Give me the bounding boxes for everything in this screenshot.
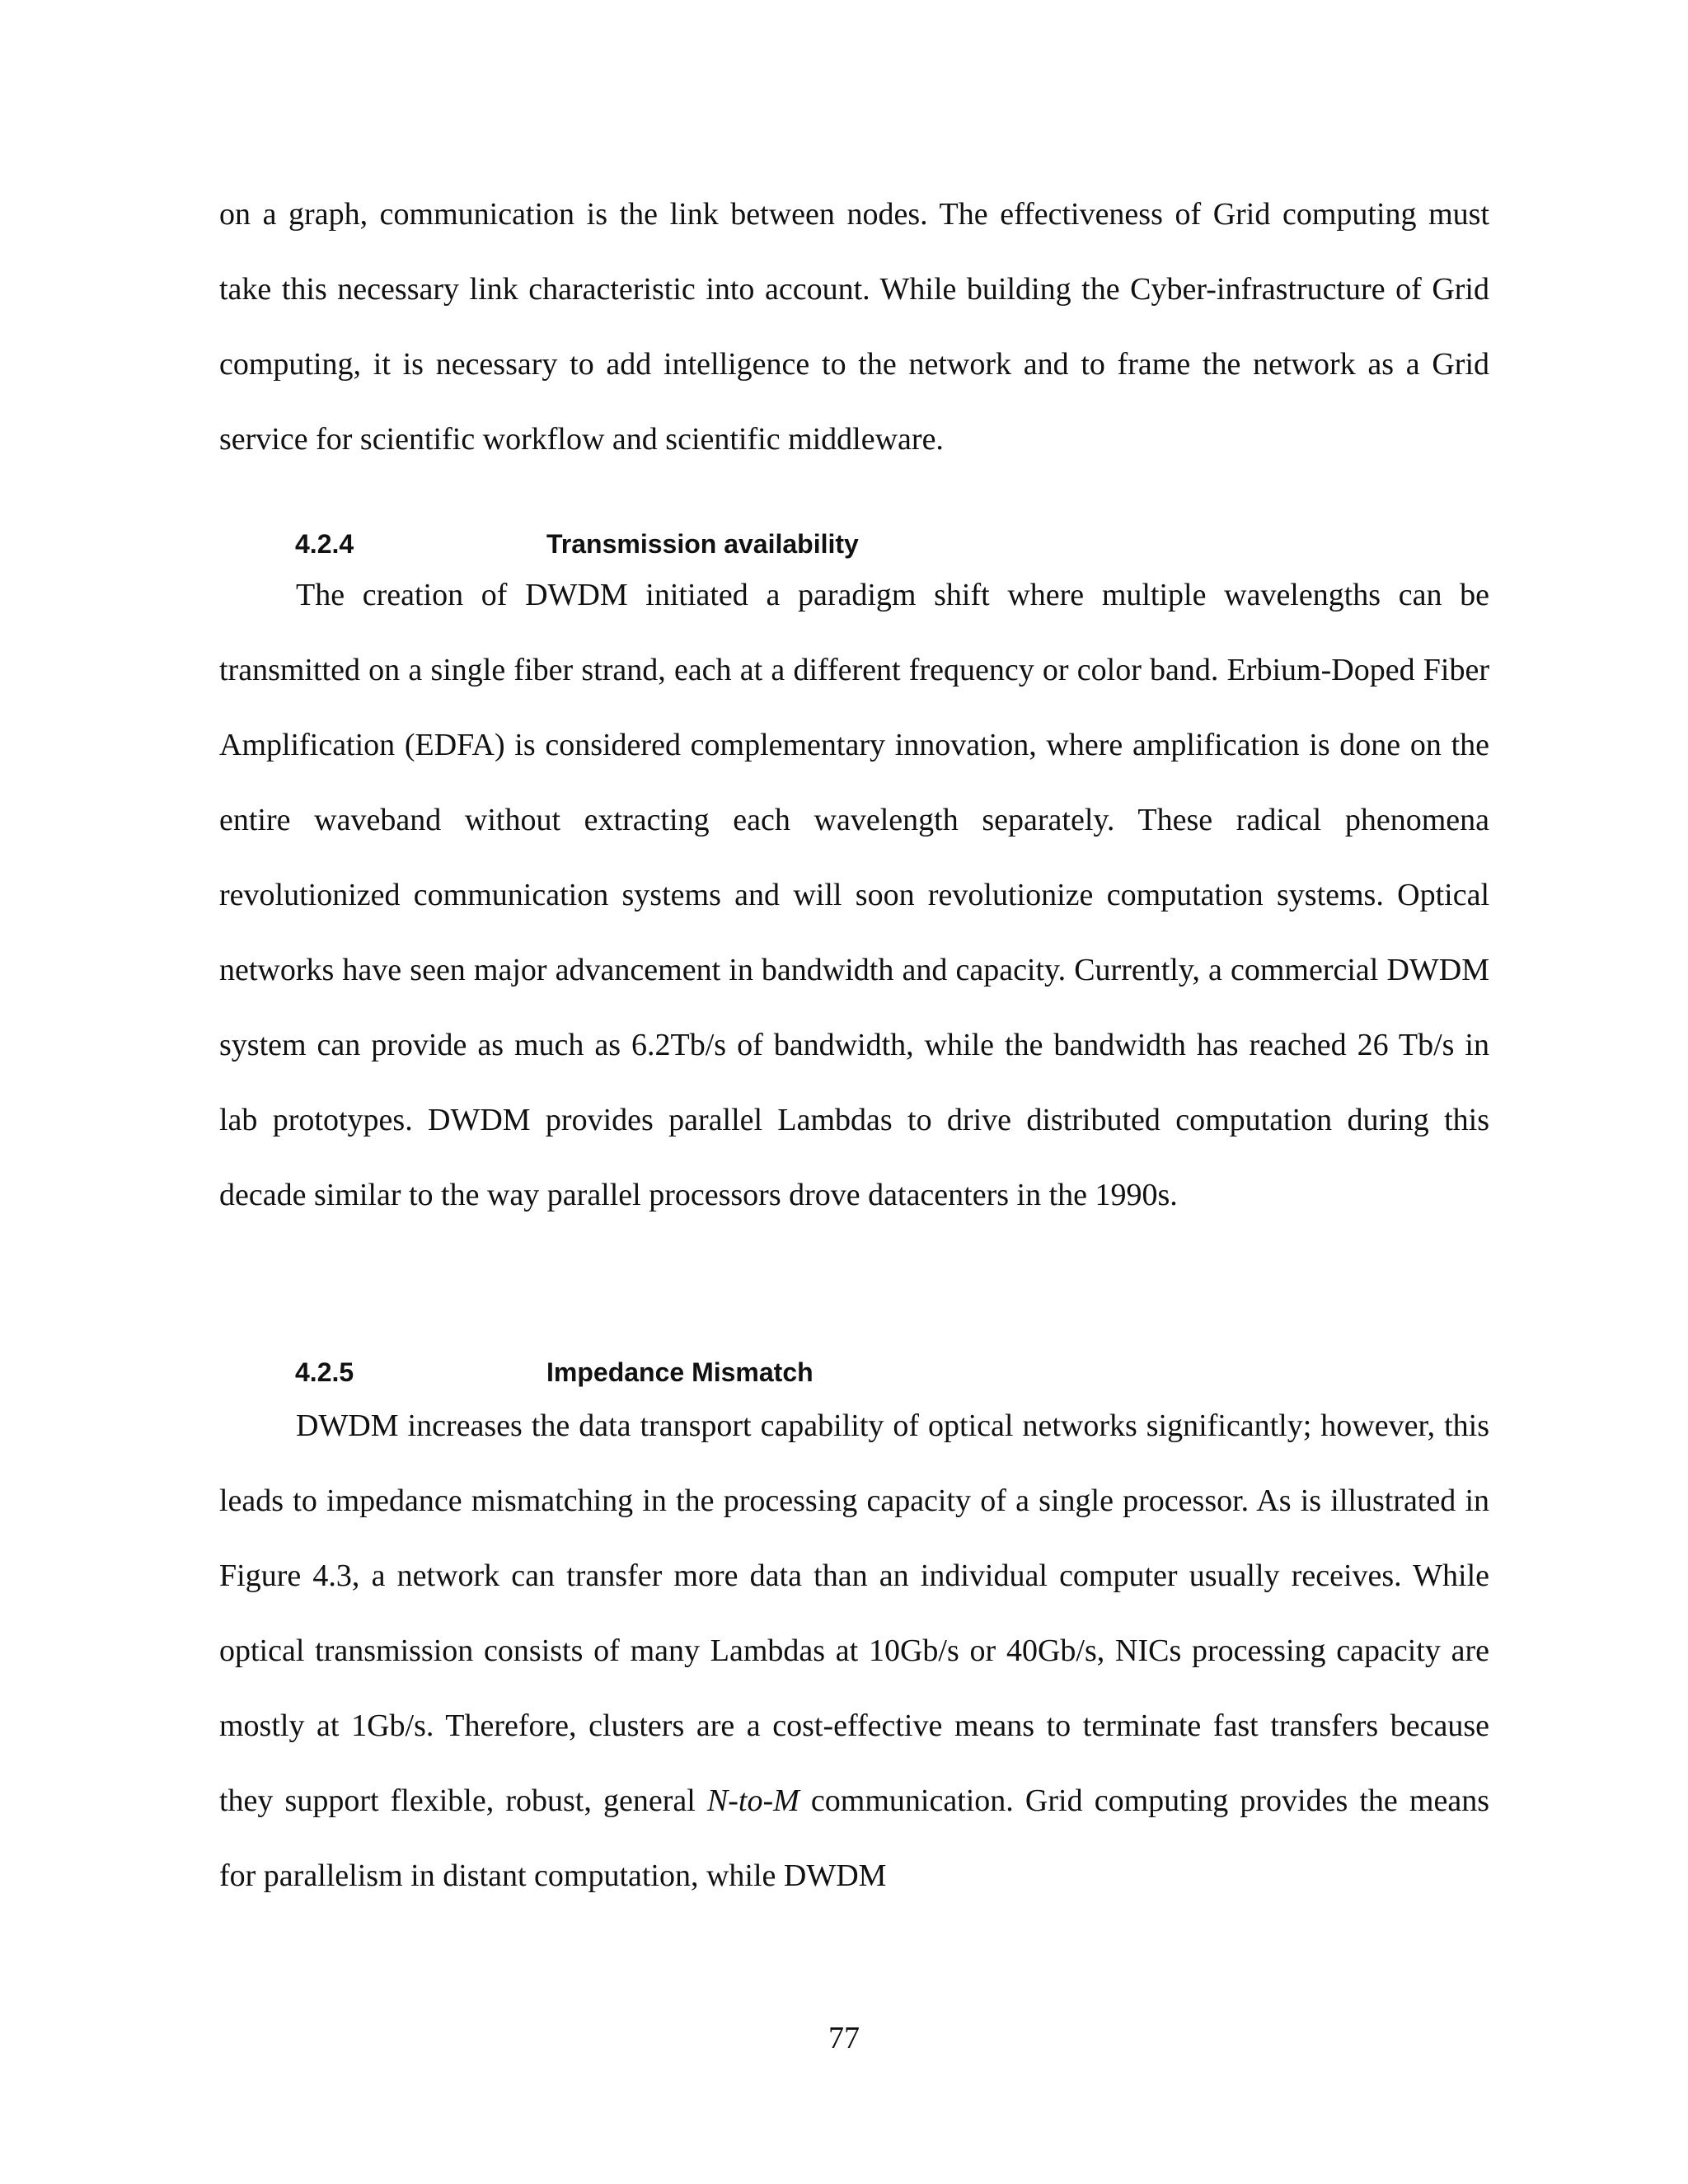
paragraph-text: communication. Grid computing provides the means for parallelism in distant computation, while DWDM (219, 1783, 1489, 1893)
italic-term: N-to-M (706, 1783, 799, 1818)
section-heading-4-2-4 (295, 527, 859, 560)
section-number: 4.2.5 (295, 1357, 354, 1387)
paragraph-impedance-mismatch (219, 1389, 1489, 1914)
section-heading-4-2-5 (295, 1356, 814, 1389)
section-number: 4.2.4 (295, 529, 354, 559)
page-number: 77 (828, 2021, 860, 2055)
paragraph-transmission-availability: The creation of DWDM initiated a paradigm shift where multiple wavelengths can be transmitted on a single fiber strand, each at a different frequency or color band. Erbium-Doped Fiber Amplification (EDFA) is considered complementary innovation, where amplification is done on the entire waveband without extracting each wavelength separately. These radical phenomena revolutionized communication systems and will soon revolutionize computation systems. Optical networks have seen major advancement in bandwidth and capacity. Currently, a commercial DWDM system can provide as much as 6.2Tb/s of bandwidth, while the bandwidth has reached 26 Tb/s in lab prototypes. DWDM provides parallel Lambdas to drive distributed computation during this decade similar to the way parallel processors drove datacenters in the 1990s. (219, 578, 1489, 1212)
section-title: Transmission availability (546, 529, 859, 559)
paragraph-text: DWDM increases the data transport capability of optical networks significantly; however, this leads to impedance mismatching in the processing capacity of a single processor. As is illustrated in Figure 4.3, a network can transfer more data than an individual computer usually receives. While optical transmission consists of many Lambdas at 10Gb/s or 40Gb/s, NICs processing capacity are mostly at 1Gb/s. Therefore, clusters are a cost-effective means to terminate fast transfers because they support flexible, robust, general (219, 1408, 1489, 1818)
section-title: Impedance Mismatch (546, 1357, 814, 1387)
paragraph-intro: on a graph, communication is the link between nodes. The effectiveness of Grid computing must take this necessary link characteristic into account. While building the Cyber-infrastructure of Grid computing, it is necessary to add intelligence to the network and to frame the network as a Grid service for scientific workflow and scientific middleware. (219, 197, 1489, 457)
